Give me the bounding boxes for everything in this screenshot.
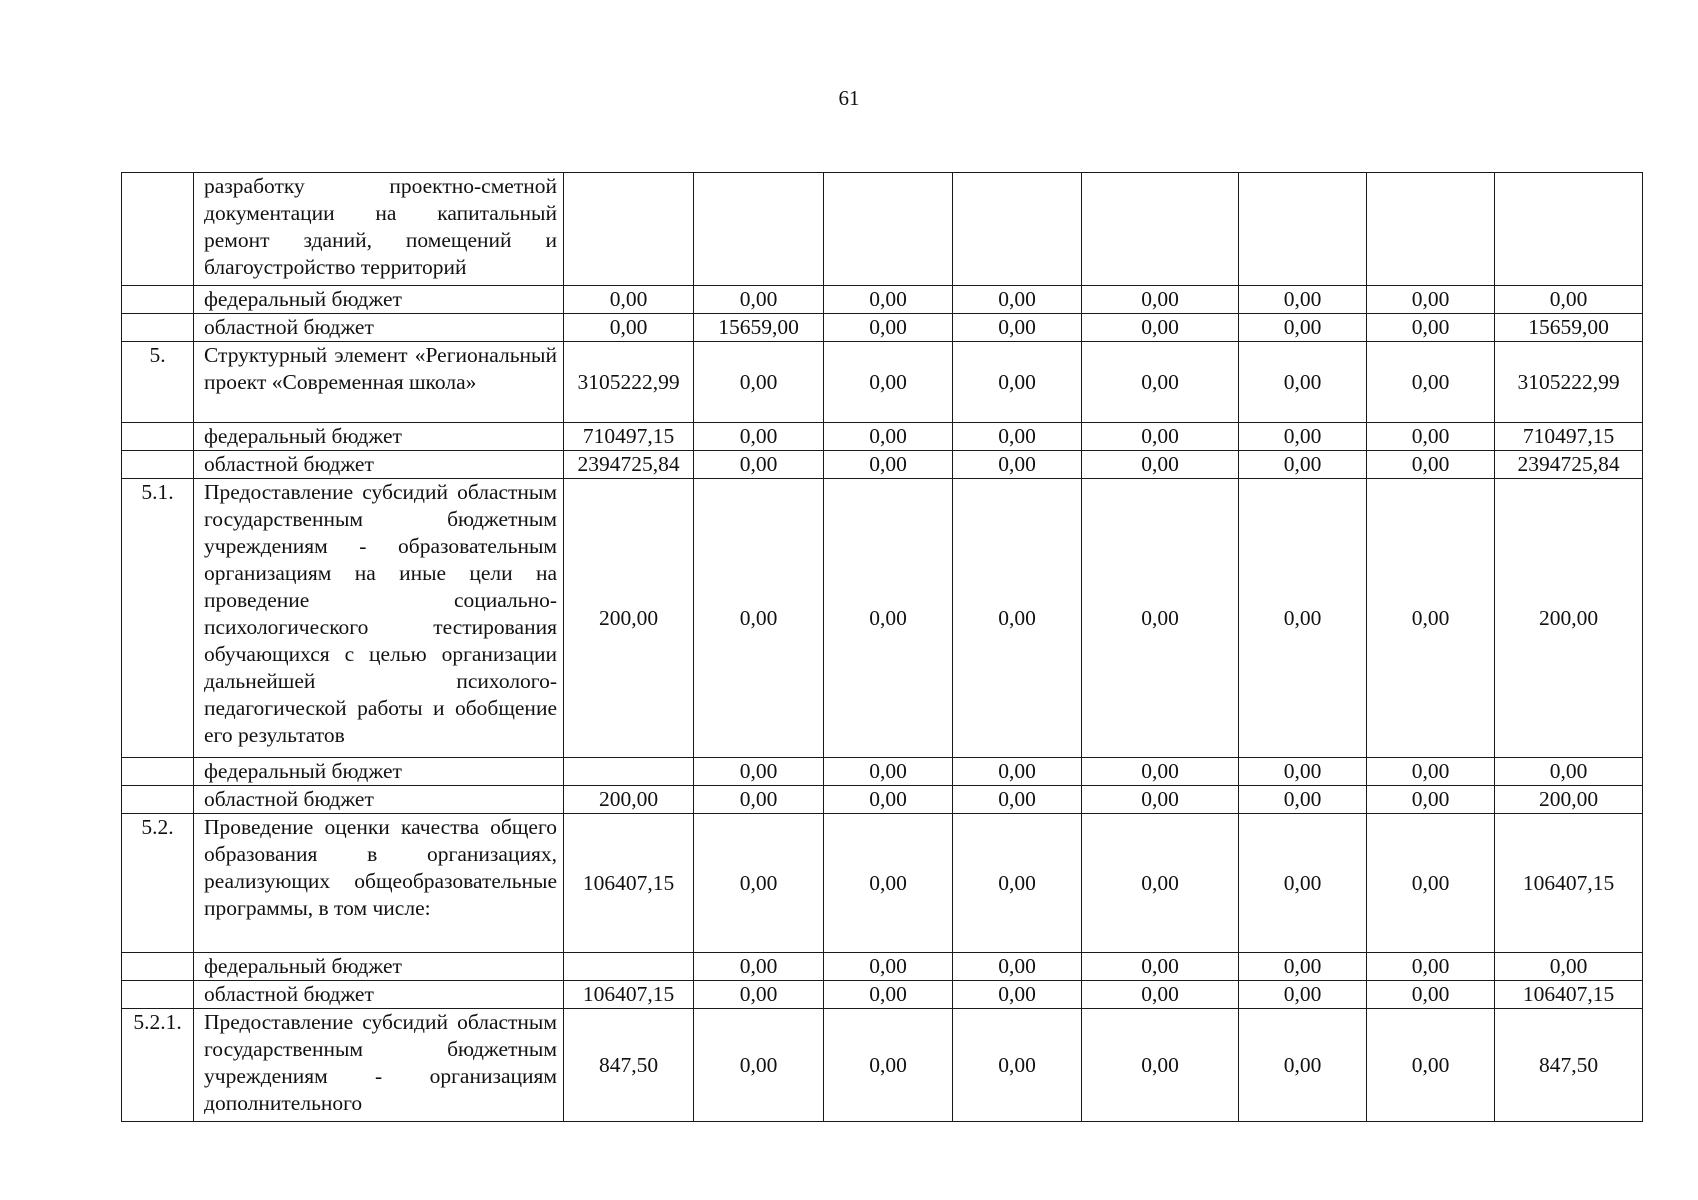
page-number: 61 [838,86,860,110]
row-number-cell: 5.1. [122,479,194,758]
value-cell: 0,00 [1367,786,1495,814]
value-cell: 0,00 [694,286,824,314]
value-cell: 0,00 [824,479,953,758]
total-value-cell: 847,50 [1495,1009,1643,1122]
row-number-cell [122,953,194,981]
value-cell: 0,00 [1367,286,1495,314]
row-number-cell [122,786,194,814]
value-cell: 106407,15 [564,981,694,1009]
description-cell: Предоставление субсидий областным государственным бюджетным учреждениям - организациям дополнительного [194,1009,564,1122]
total-value-cell: 2394725,84 [1495,451,1643,479]
value-cell: 0,00 [824,981,953,1009]
value-cell: 0,00 [694,981,824,1009]
value-cell: 0,00 [1239,286,1367,314]
value-cell: 847,50 [564,1009,694,1122]
description-cell: федеральный бюджет [194,953,564,981]
value-cell: 0,00 [694,758,824,786]
value-cell: 15659,00 [694,314,824,342]
value-cell [564,173,694,286]
value-cell: 0,00 [953,286,1082,314]
table-row-budget [122,423,1643,451]
value-cell: 0,00 [1082,953,1239,981]
value-cell: 0,00 [824,314,953,342]
value-cell: 0,00 [1239,814,1367,953]
total-value-cell: 710497,15 [1495,423,1643,451]
value-cell: 0,00 [1239,451,1367,479]
value-cell: 0,00 [694,342,824,423]
value-cell: 0,00 [694,451,824,479]
value-cell: 0,00 [953,981,1082,1009]
value-cell: 200,00 [564,786,694,814]
value-cell: 0,00 [824,814,953,953]
description-cell: разработку проектно-сметной документации на капитальный ремонт зданий, помещений и благоустройство территорий [194,173,564,286]
value-cell: 2394725,84 [564,451,694,479]
value-cell: 0,00 [1367,981,1495,1009]
description-cell: федеральный бюджет [194,758,564,786]
value-cell: 710497,15 [564,423,694,451]
table-row-budget [122,786,1643,814]
value-cell: 0,00 [953,953,1082,981]
value-cell: 0,00 [1239,758,1367,786]
value-cell: 0,00 [824,423,953,451]
value-cell: 0,00 [1367,342,1495,423]
value-cell: 0,00 [953,758,1082,786]
row-number-cell [122,173,194,286]
value-cell: 0,00 [1367,451,1495,479]
value-cell: 0,00 [1239,953,1367,981]
value-cell: 0,00 [564,314,694,342]
value-cell: 0,00 [694,479,824,758]
value-cell: 0,00 [824,342,953,423]
value-cell: 0,00 [1082,423,1239,451]
row-number-cell [122,286,194,314]
row-number-cell [122,314,194,342]
value-cell: 0,00 [824,758,953,786]
value-cell: 0,00 [1239,981,1367,1009]
value-cell [824,173,953,286]
row-number-cell [122,423,194,451]
table-body [122,173,1643,1122]
value-cell: 0,00 [1367,423,1495,451]
description-cell: областной бюджет [194,314,564,342]
row-number-cell: 5. [122,342,194,423]
description-cell: федеральный бюджет [194,423,564,451]
value-cell: 0,00 [1239,1009,1367,1122]
total-value-cell: 0,00 [1495,953,1643,981]
value-cell: 200,00 [564,479,694,758]
value-cell [1082,173,1239,286]
value-cell: 3105222,99 [564,342,694,423]
table-row-item [122,814,1643,953]
total-value-cell: 200,00 [1495,479,1643,758]
value-cell: 0,00 [953,451,1082,479]
row-number-cell: 5.2. [122,814,194,953]
total-value-cell: 0,00 [1495,286,1643,314]
table-row-budget [122,758,1643,786]
value-cell: 0,00 [1082,1009,1239,1122]
value-cell: 0,00 [1239,342,1367,423]
total-value-cell: 15659,00 [1495,314,1643,342]
value-cell [694,173,824,286]
total-value-cell: 0,00 [1495,758,1643,786]
value-cell: 0,00 [953,479,1082,758]
table-row-item [122,173,1643,286]
value-cell: 0,00 [953,342,1082,423]
value-cell: 0,00 [1082,758,1239,786]
value-cell: 0,00 [1367,479,1495,758]
table-row-item [122,1009,1643,1122]
table-row-item [122,342,1643,423]
value-cell [564,953,694,981]
value-cell: 0,00 [694,814,824,953]
total-value-cell: 106407,15 [1495,981,1643,1009]
value-cell: 0,00 [694,953,824,981]
value-cell: 0,00 [824,286,953,314]
description-cell: Структурный элемент «Региональный проект «Современная школа» [194,342,564,423]
value-cell: 0,00 [1082,479,1239,758]
value-cell: 0,00 [1239,786,1367,814]
value-cell: 0,00 [1367,953,1495,981]
value-cell: 0,00 [1082,786,1239,814]
value-cell: 0,00 [694,786,824,814]
value-cell: 0,00 [1082,342,1239,423]
value-cell [1367,173,1495,286]
value-cell: 0,00 [953,786,1082,814]
table-row-budget [122,286,1643,314]
total-value-cell [1495,173,1643,286]
total-value-cell: 106407,15 [1495,814,1643,953]
value-cell: 0,00 [953,314,1082,342]
description-cell: областной бюджет [194,981,564,1009]
row-number-cell: 5.2.1. [122,1009,194,1122]
table-row-budget [122,953,1643,981]
value-cell: 0,00 [1082,286,1239,314]
table-row-budget [122,981,1643,1009]
value-cell: 0,00 [1239,479,1367,758]
description-cell: федеральный бюджет [194,286,564,314]
value-cell: 0,00 [1367,1009,1495,1122]
value-cell: 0,00 [824,786,953,814]
value-cell: 106407,15 [564,814,694,953]
value-cell: 0,00 [1082,451,1239,479]
row-number-cell [122,981,194,1009]
value-cell: 0,00 [1367,314,1495,342]
value-cell: 0,00 [564,286,694,314]
table-row-item [122,479,1643,758]
description-cell: Предоставление субсидий областным государственным бюджетным учреждениям - образовательным организациям на иные цели на проведение социально-психологического тестирования обучающихся с целью организации дальнейшей психолого-педагогической работы и обобщение его результатов [194,479,564,758]
budget-table [121,172,1643,1122]
value-cell: 0,00 [824,1009,953,1122]
value-cell: 0,00 [1082,981,1239,1009]
description-cell: Проведение оценки качества общего образования в организациях, реализующих общеобразовательные программы, в том числе: [194,814,564,953]
value-cell: 0,00 [1367,758,1495,786]
value-cell: 0,00 [694,423,824,451]
total-value-cell: 3105222,99 [1495,342,1643,423]
row-number-cell [122,451,194,479]
description-cell: областной бюджет [194,451,564,479]
value-cell: 0,00 [824,953,953,981]
total-value-cell: 200,00 [1495,786,1643,814]
value-cell: 0,00 [1367,814,1495,953]
value-cell: 0,00 [953,1009,1082,1122]
description-cell: областной бюджет [194,786,564,814]
value-cell: 0,00 [1082,314,1239,342]
value-cell: 0,00 [1082,814,1239,953]
table-row-budget [122,314,1643,342]
value-cell [564,758,694,786]
value-cell: 0,00 [953,814,1082,953]
value-cell: 0,00 [1239,423,1367,451]
value-cell [953,173,1082,286]
value-cell: 0,00 [953,423,1082,451]
table-row-budget [122,451,1643,479]
value-cell [1239,173,1367,286]
row-number-cell [122,758,194,786]
value-cell: 0,00 [1239,314,1367,342]
value-cell: 0,00 [824,451,953,479]
value-cell: 0,00 [694,1009,824,1122]
